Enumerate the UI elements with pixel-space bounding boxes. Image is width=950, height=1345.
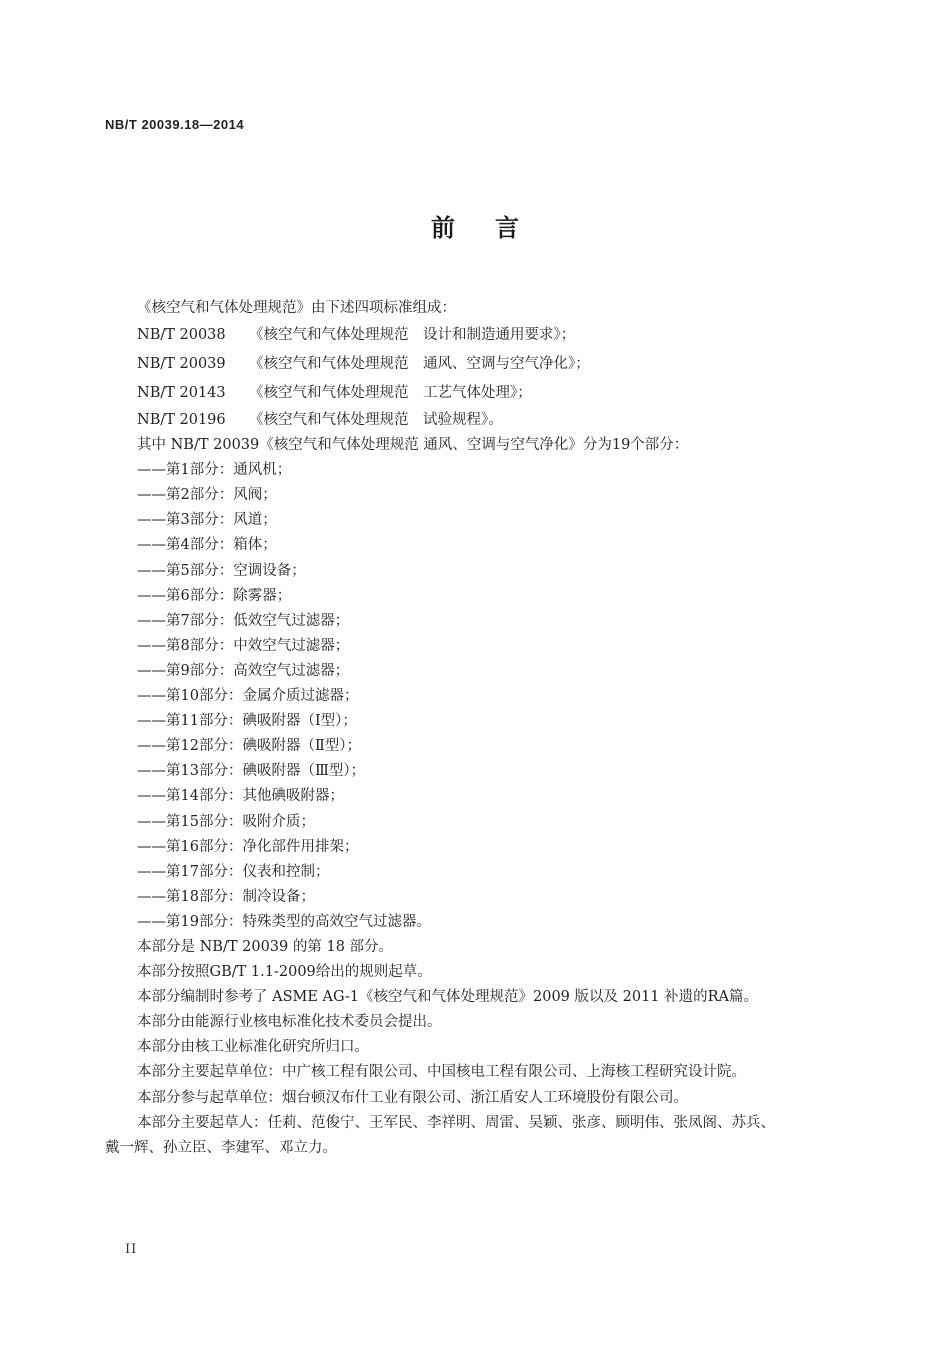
part-list-item: ——第13部分：碘吸附器（Ⅲ型）； [137,763,366,780]
part-list-item: ——第17部分：仪表和控制； [137,863,330,880]
part-list-item: ——第1部分：通风机； [137,462,292,479]
statement-paragraph: 本部分按照GB/T 1.1-2009给出的规则起草。 [137,964,432,981]
standard-code: NB/T 20038 [137,327,226,344]
standard-code-header: NB/T 20039.18—2014 [105,117,245,132]
standard-name: 《核空气和气体处理规范 试验规程》。 [249,412,503,429]
standard-name: 《核空气和气体处理规范 通风、空调与空气净化》； [249,356,590,373]
page-number: II [125,1242,138,1257]
statement-paragraph: 本部分是 NB/T 20039 的第 18 部分。 [137,938,394,955]
statement-paragraph: 本部分由核工业标准化研究所归口。 [137,1039,369,1056]
preface-body [105,296,895,1161]
statement-paragraph: 本部分主要起草单位：中广核工程有限公司、中国核电工程有限公司、上海核工程研究设计院。 [137,1064,746,1081]
statement-paragraph: 本部分编制时参考了 ASME AG-1《核空气和气体处理规范》2009 版以及 2011 补遗的RA篇。 [137,989,759,1006]
drafters-paragraph: 本部分主要起草人：任莉、范俊宁、王军民、李祥明、周雷、吴颖、张彦、顾明伟、张凤阁、苏兵、 [137,1114,775,1131]
standard-code: NB/T 20143 [137,385,226,402]
part-list-item: ——第7部分：低效空气过滤器； [137,612,350,629]
standard-name: 《核空气和气体处理规范 工艺气体处理》； [249,385,532,402]
part-list-item: ——第6部分：除雾器； [137,587,292,604]
standard-name: 《核空气和气体处理规范 设计和制造通用要求》； [249,327,576,344]
part-list-item: ——第11部分：碘吸附器（Ⅰ型）； [137,713,357,730]
part-list-item: ——第9部分：高效空气过滤器； [137,662,350,679]
part-list-item: ——第8部分：中效空气过滤器； [137,637,350,654]
part-list-item: ——第10部分：金属介质过滤器； [137,688,359,705]
part-list-item: ——第18部分：制冷设备； [137,888,315,905]
part-list-item: ——第3部分：风道； [137,512,277,529]
drafters-paragraph-continued: 戴一辉、孙立臣、李建军、邓立力。 [105,1139,337,1156]
standard-item [105,379,895,408]
statement-paragraph: 本部分由能源行业核电标准化技术委员会提出。 [137,1014,442,1031]
standard-item [105,350,895,379]
standard-item [105,321,895,350]
standard-item [105,408,895,433]
page-title: 前言 [431,214,559,242]
part-list-item: ——第14部分：其他碘吸附器； [137,788,344,805]
statement-paragraph: 本部分参与起草单位：烟台顿汉布什工业有限公司、浙江盾安人工环境股份有限公司。 [137,1089,688,1106]
part-list-item: ——第15部分：吸附介质； [137,813,315,830]
part-list-item: ——第16部分：净化部件用排架； [137,838,359,855]
part-list-item: ——第12部分：碘吸附器（Ⅱ型）； [137,738,362,755]
part-list-item: ——第4部分：箱体； [137,537,277,554]
standard-code: NB/T 20039 [137,356,226,373]
standard-code: NB/T 20196 [137,412,226,429]
intro-paragraph: 《核空气和气体处理规范》由下述四项标准组成： [137,300,456,316]
parts-intro: 其中 NB/T 20039《核空气和气体处理规范 通风、空调与空气净化》分为19个部分： [137,437,689,454]
part-list-item: ——第19部分：特殊类型的高效空气过滤器。 [137,913,431,930]
part-list-item: ——第2部分：风阀； [137,487,277,504]
part-list-item: ——第5部分：空调设备； [137,562,306,579]
